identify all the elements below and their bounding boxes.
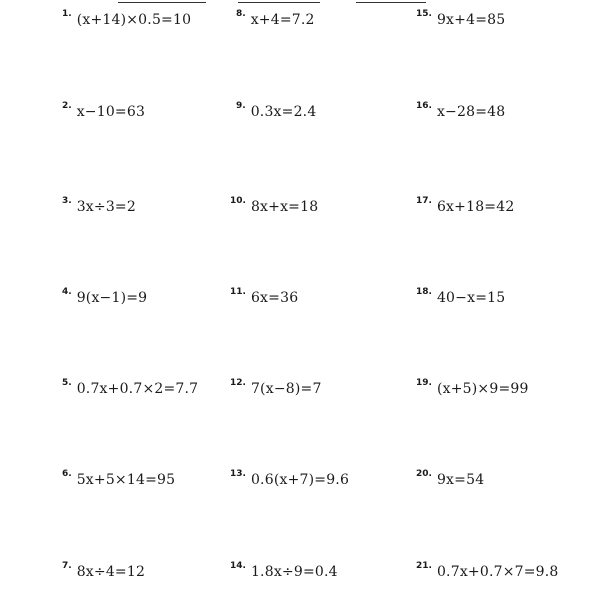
problem-15	[416, 9, 506, 28]
problem-7	[62, 561, 146, 580]
equation: x+4=7.2	[250, 12, 315, 28]
problem-number: 18.	[416, 287, 432, 297]
problem-number: 12.	[230, 378, 246, 388]
problem-11	[230, 287, 299, 306]
problem-number: 21.	[416, 561, 432, 571]
problem-19	[416, 378, 529, 397]
problem-21	[416, 561, 559, 580]
problem-4	[62, 287, 148, 306]
problem-number: 20.	[416, 469, 432, 479]
equation: 9(x−1)=9	[76, 290, 148, 306]
problem-2	[62, 101, 146, 120]
problem-13	[230, 469, 350, 488]
problem-number: 9.	[236, 101, 246, 111]
problem-20	[416, 469, 485, 488]
problem-number: 7.	[62, 561, 72, 571]
problem-number: 11.	[230, 287, 246, 297]
equation: 40−x=15	[436, 290, 506, 306]
problem-number: 5.	[62, 378, 72, 388]
problem-number: 13.	[230, 469, 246, 479]
equation: (x+14)×0.5=10	[76, 12, 192, 28]
problem-6	[62, 469, 176, 488]
worksheet-header-lines	[0, 0, 595, 8]
problem-number: 2.	[62, 101, 72, 111]
problem-14	[230, 561, 338, 580]
problem-number: 8.	[236, 9, 246, 19]
problem-12	[230, 378, 322, 397]
problem-number: 14.	[230, 561, 246, 571]
equation: (x+5)×9=99	[436, 381, 529, 397]
problem-number: 15.	[416, 9, 432, 19]
problem-number: 17.	[416, 196, 432, 206]
score-blank-line	[356, 2, 426, 3]
problem-number: 10.	[230, 196, 246, 206]
equation: x−10=63	[76, 104, 146, 120]
equation: x−28=48	[436, 104, 506, 120]
problem-18	[416, 287, 506, 306]
problem-number: 1.	[62, 9, 72, 19]
problem-17	[416, 196, 515, 215]
equation: 8x+x=18	[250, 199, 319, 215]
problem-number: 4.	[62, 287, 72, 297]
problem-8	[236, 9, 315, 28]
equation: 0.3x=2.4	[250, 104, 317, 120]
equation: 3x÷3=2	[76, 199, 136, 215]
equation: 8x÷4=12	[76, 564, 146, 580]
equation: 6x=36	[250, 290, 299, 306]
problem-9	[236, 101, 317, 120]
problem-10	[230, 196, 319, 215]
problem-number: 16.	[416, 101, 432, 111]
problem-number: 3.	[62, 196, 72, 206]
equation: 5x+5×14=95	[76, 472, 176, 488]
equation: 1.8x÷9=0.4	[250, 564, 338, 580]
equation: 7(x−8)=7	[250, 381, 322, 397]
equation: 9x+4=85	[436, 12, 506, 28]
problem-1	[62, 9, 192, 28]
equation: 0.7x+0.7×7=9.8	[436, 564, 559, 580]
problem-number: 6.	[62, 469, 72, 479]
equation: 0.6(x+7)=9.6	[250, 472, 350, 488]
equation: 6x+18=42	[436, 199, 515, 215]
equation: 0.7x+0.7×2=7.7	[76, 381, 199, 397]
problem-3	[62, 196, 136, 215]
problem-5	[62, 378, 199, 397]
name-blank-line	[118, 2, 206, 3]
class-blank-line	[238, 2, 320, 3]
equation: 9x=54	[436, 472, 485, 488]
problem-16	[416, 101, 506, 120]
problem-number: 19.	[416, 378, 432, 388]
